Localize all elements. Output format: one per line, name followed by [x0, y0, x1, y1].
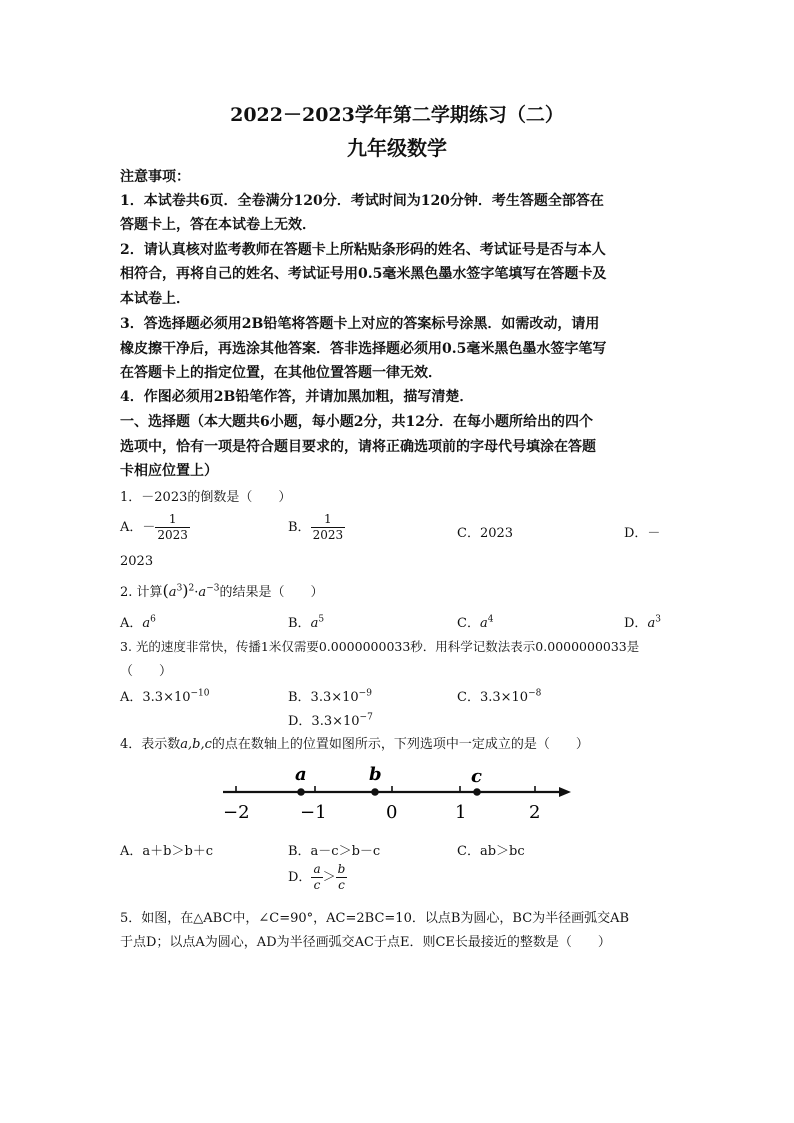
notice-heading: 注意事项：: [120, 169, 190, 185]
notice-line: 在答题卡上的指定位置，在其他位置答题一律无效．: [120, 365, 442, 381]
point-a-label: a: [295, 764, 307, 785]
notice-line: 答题卡上，答在本试卷上无效．: [120, 217, 316, 233]
q3-option-c: C．$3.3\times 10^{-8}$: [457, 688, 542, 705]
q3-option-a: A．$3.3\times 10^{-10}$: [120, 688, 210, 705]
q2-option-a: A．$a^6$: [120, 614, 156, 631]
q4-option-c: C．ab＞bc: [457, 844, 525, 859]
section-heading: 卡相应位置上）: [120, 463, 218, 479]
q1-option-c: C．2023: [457, 526, 514, 541]
tick-label: −1: [300, 802, 327, 823]
point-a-dot: [297, 788, 305, 796]
tick-label: 2: [529, 802, 541, 823]
question-3-stem: 3. 光的速度非常快，传播1米仅需要0.0000000033秒．用科学记数法表示0.0000000033是: [120, 639, 640, 654]
question-3-stem-cont: （ ）: [120, 664, 173, 679]
q2-option-b: B．$a^5$: [288, 614, 325, 631]
question-5-stem-cont: 于点D；以点A为圆心，AD为半径画弧交AC于点E．则CE长最接近的整数是（ ）: [120, 935, 611, 950]
notice-line: 2．请认真核对监考教师在答题卡上所粘贴条形码的姓名、考试证号是否与本人: [120, 242, 606, 258]
point-c-label: c: [471, 766, 482, 787]
number-line-figure: [215, 762, 575, 826]
q1-option-d: D．－: [624, 526, 661, 541]
notice-line: 本试卷上．: [120, 291, 190, 307]
q4-option-b: B．a－c＞b－c: [288, 844, 381, 859]
q1-option-d-cont: 2023: [120, 554, 154, 569]
tick-label: −2: [223, 802, 250, 823]
notice-line: 相符合，再将自己的姓名、考试证号用0.5毫米黑色墨水签字笔填写在答题卡及: [120, 266, 607, 282]
question-4-stem: 4．表示数a,b,c的点在数轴上的位置如图所示，下列选项中一定成立的是（ ）: [120, 737, 589, 752]
q4-option-d: D． $\frac{a}{c}$ ＞ $\frac{b}{c}$: [288, 862, 346, 892]
q3-option-d: D．$3.3\times 10^{-7}$: [288, 712, 373, 729]
tick-label: 1: [455, 802, 467, 823]
notice-line: 橡皮擦干净后，再选涂其他答案．答非选择题必须用0.5毫米黑色墨水签字笔写: [120, 341, 607, 357]
tick-label: 0: [386, 802, 398, 823]
exam-subtitle: 九年级数学: [347, 136, 447, 160]
exam-title: 2022－2023学年第二学期练习（二）: [230, 104, 564, 126]
question-5-stem: 5．如图，在△ABC中，∠C=90°，AC=2BC=10．以点B为圆心，BC为半径画弧交AB: [120, 911, 630, 926]
question-2-stem: 2. 计算$(a^3)^2\cdot a^{-3}$的结果是（ ）: [120, 581, 324, 600]
point-c-dot: [473, 788, 481, 796]
q2-option-c: C．$a^4$: [457, 614, 494, 631]
q4-option-a: A．a＋b＞b＋c: [120, 844, 214, 859]
q3-option-b: B．$3.3\times 10^{-9}$: [288, 688, 372, 705]
q2-option-d: D．$a^3$: [624, 614, 661, 631]
arrow-right-icon: [559, 787, 571, 797]
question-1-stem: 1．－2023的倒数是（ ）: [120, 490, 292, 505]
section-heading: 选项中，恰有一项是符合题目要求的，请将正确选项前的字母代号填涂在答题: [120, 439, 596, 455]
q1-option-a: A．－ $\frac{1}{2023}$: [120, 512, 188, 542]
point-b-label: b: [369, 764, 382, 785]
notice-line: 4．作图必须用2B铅笔作答，并请加黑加粗，描写清楚．: [120, 389, 474, 405]
q1-option-b: B． $\frac{1}{2023}$: [288, 512, 344, 542]
notice-line: 1．本试卷共6页．全卷满分120分．考试时间为120分钟．考生答题全部答在: [120, 193, 604, 209]
section-heading: 一、选择题（本大题共6小题，每小题2分，共12分．在每小题所给出的四个: [120, 414, 593, 430]
point-b-dot: [371, 788, 379, 796]
notice-line: 3．答选择题必须用2B铅笔将答题卡上对应的答案标号涂黑．如需改动，请用: [120, 316, 600, 332]
